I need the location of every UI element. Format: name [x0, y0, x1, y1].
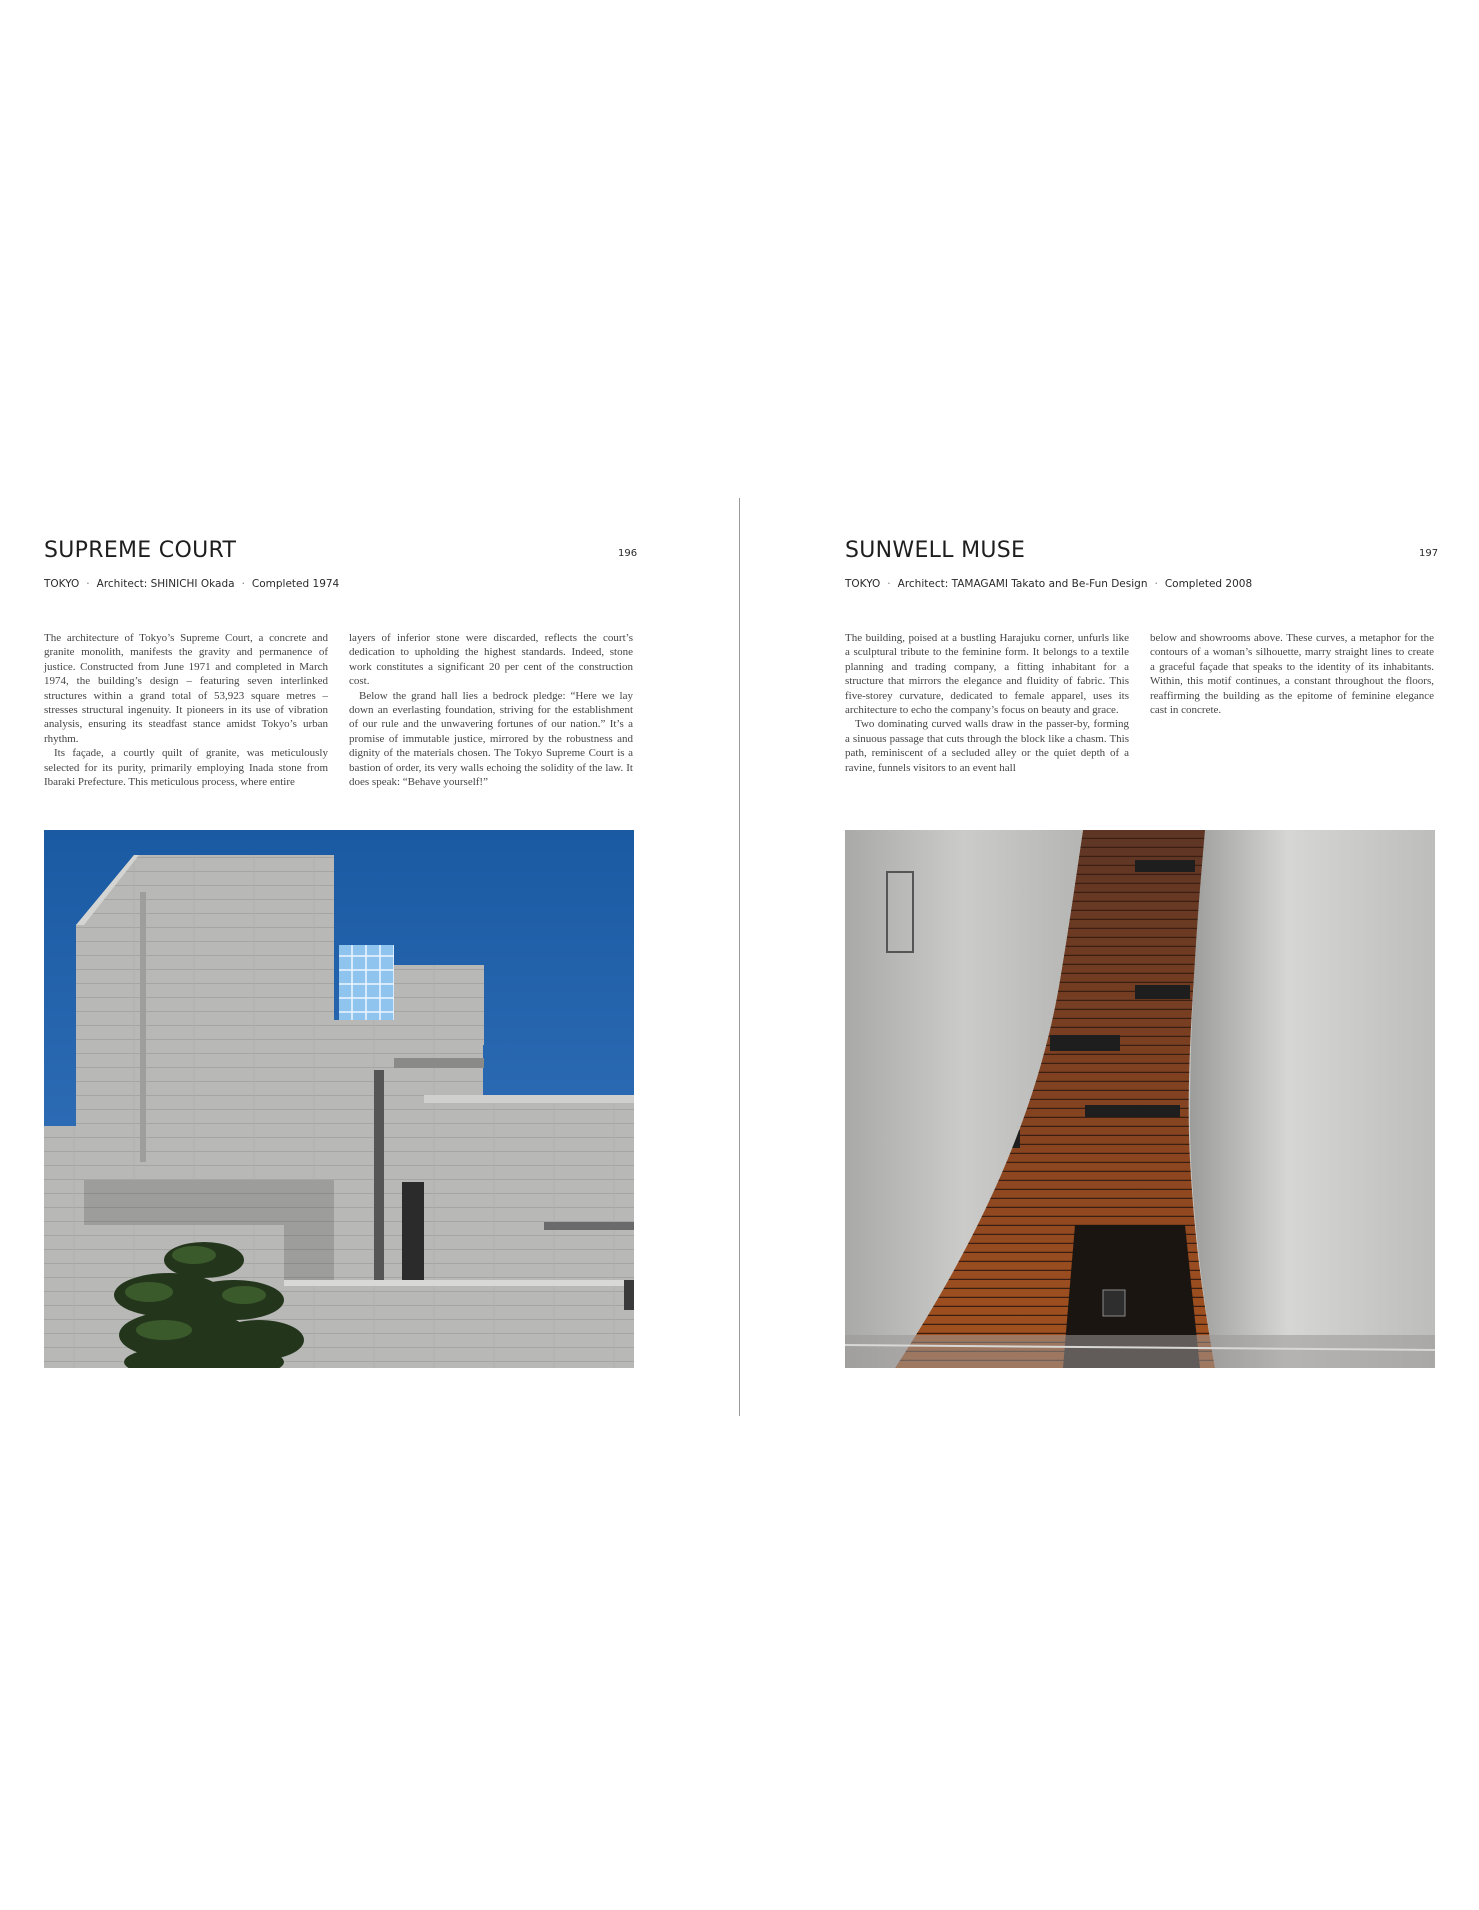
- supreme-court-photo: [44, 830, 634, 1368]
- page-number: 197: [1419, 548, 1439, 559]
- paragraph: The architecture of Tokyo’s Supreme Court, a concrete and granite monolith, manifests the gravity and permanence of justice. Constructed from June 1971 and completed in March 1974, the building’s design – featuring seven interlinked structures within a grand total of 53,923 square metres – stresses structural ingenuity. It pioneers in its use of vibration analysis, ensuring its steadfast stance amidst Tokyo’s urban rhythm.: [44, 632, 328, 745]
- right-page: [740, 0, 1479, 1910]
- body-column-1: [44, 631, 328, 789]
- meta-separator: ·: [1154, 578, 1158, 590]
- paragraph: Its façade, a courtly quilt of granite, was meticulously selected for its purity, primarily employing Inada stone from Ibaraki Prefecture. This meticulous process, where entire: [44, 747, 328, 789]
- meta-architect: Architect: SHINICHI Okada: [96, 578, 235, 590]
- meta-architect: Architect: TAMAGAMI Takato and Be-Fun Design: [897, 578, 1148, 590]
- body-column-2: [1150, 631, 1434, 717]
- meta-completed: Completed 1974: [251, 578, 340, 590]
- meta-city: TOKYO: [845, 578, 881, 590]
- page-title: SUPREME COURT: [44, 538, 237, 563]
- meta-separator: ·: [86, 578, 90, 590]
- meta-separator: ·: [241, 578, 245, 590]
- body-column-2: [349, 631, 633, 789]
- meta-completed: Completed 2008: [1164, 578, 1253, 590]
- body-column-1: [845, 631, 1129, 775]
- paragraph: The building, poised at a bustling Harajuku corner, unfurls like a sculptural tribute to the feminine form. It belongs to a textile planning and trading company, a fitting inhabitant for a structure that mirrors the elegance and fluidity of fabric. This five-storey curvature, dedicated to female apparel, uses its architecture to echo the company’s focus on beauty and grace.: [845, 632, 1129, 717]
- paragraph: below and showrooms above. These curves, a metaphor for the contours of a woman’s silhouette, marry straight lines to create a graceful façade that speaks to the identity of its inhabitants. Within, this motif continues, a constant throughout the floors, reaffirming the building as the epitome of feminine elegance cast in concrete.: [1150, 632, 1434, 717]
- paragraph: Below the grand hall lies a bedrock pledge: “Here we lay down an everlasting foundation, striving for the establishment of our rule and the unwavering fortunes of our nation.” It’s a promise of immutable justice, mirrored by the robustness and dignity of the materials chosen. The Tokyo Supreme Court is a bastion of order, its very walls echoing the solidity of the law. It does speak: “Behave yourself!”: [349, 689, 633, 789]
- page-title: SUNWELL MUSE: [845, 538, 1026, 563]
- paragraph: layers of inferior stone were discarded, reflects the court’s dedication to upholding the highest standards. Indeed, stone work constitutes a significant 20 per cent of the construction cost.: [349, 632, 633, 688]
- meta-city: TOKYO: [44, 578, 80, 590]
- meta-separator: ·: [887, 578, 891, 590]
- paragraph: Two dominating curved walls draw in the passer-by, forming a sinuous passage that cuts through the block like a chasm. This path, reminiscent of a secluded alley or the quiet depth of a ravine, funnels visitors to an event hall: [845, 718, 1129, 774]
- page-number: 196: [618, 548, 638, 559]
- project-meta: [44, 578, 339, 590]
- project-meta: [845, 578, 1252, 590]
- sunwell-muse-photo: [845, 830, 1435, 1368]
- left-page: [0, 0, 739, 1910]
